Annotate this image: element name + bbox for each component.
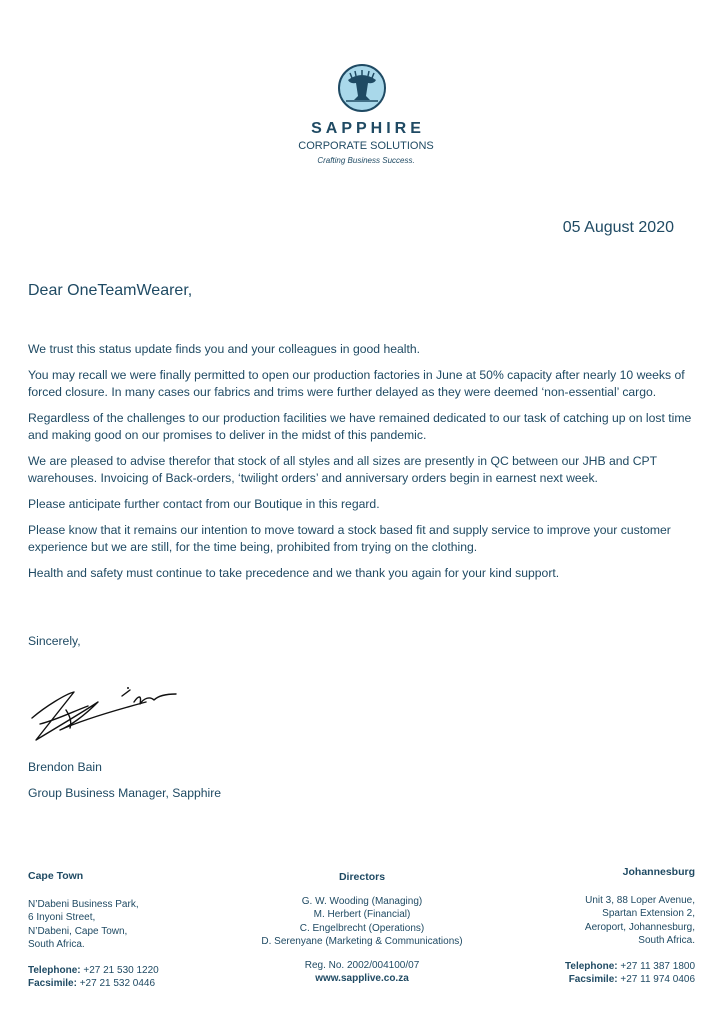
footer-cape-town xyxy=(28,870,159,991)
facsimile-line: Facsimile: +27 11 974 0406 xyxy=(568,974,695,985)
director-name: M. Herbert (Financial) xyxy=(313,909,411,920)
salutation: Dear OneTeamWearer, xyxy=(28,282,193,299)
facsimile-line: Facsimile: +27 21 532 0446 xyxy=(28,978,156,989)
body-paragraph: Regardless of the challenges to our production facilities we have remained dedicated to our task of catching up on lost time and making good on our promises to deliver in the midst of this pandemic. xyxy=(28,411,692,442)
signer-name: Brendon Bain xyxy=(28,760,102,774)
signer-title: Group Business Manager, Sapphire xyxy=(28,786,222,800)
address-line: Spartan Extension 2, xyxy=(602,908,695,919)
body-paragraph: You may recall we were finally permitted to open our production factories in June at 50% capacity after nearly 10 weeks of forced closure. In many cases our fabrics and trims were further delayed as they were deemed ‘non-essential’ cargo. xyxy=(28,368,685,399)
body-paragraph: Health and safety must continue to take precedence and we thank you again for your kind support. xyxy=(28,566,560,580)
director-name: D. Serenyane (Marketing & Communications) xyxy=(261,936,463,947)
address-line: N’Dabeni Business Park, xyxy=(28,898,139,910)
address-line: Aeroport, Johannesburg, xyxy=(584,921,695,933)
footer-heading: Directors xyxy=(338,871,386,883)
footer-heading: Johannesburg xyxy=(622,866,695,878)
handwritten-signature-icon xyxy=(26,680,178,746)
brand-name: SAPPHIRE xyxy=(311,120,425,137)
letter-body xyxy=(28,341,692,591)
brand-subtitle: CORPORATE SOLUTIONS xyxy=(298,140,434,152)
footer-directors xyxy=(236,871,488,986)
address-line: South Africa. xyxy=(28,939,85,950)
address-line: Unit 3, 88 Loper Avenue, xyxy=(585,894,695,906)
body-paragraph: Please know that it remains our intention to move toward a stock based fit and supply service to improve your customer experience but we are still, for the time being, prohibited from trying on the clothing. xyxy=(28,523,671,554)
letter-date: 05 August 2020 xyxy=(562,219,674,236)
brand-tagline: Crafting Business Success. xyxy=(317,156,415,165)
registration-number: Reg. No. 2002/004100/07 xyxy=(304,959,420,971)
website-link[interactable]: www.sapplive.co.za xyxy=(315,973,409,984)
telephone-line: Telephone: +27 21 530 1220 xyxy=(28,964,159,976)
director-name: G. W. Wooding (Managing) xyxy=(301,895,423,907)
footer-johannesburg xyxy=(565,866,695,987)
address-line: 6 Inyoni Street, xyxy=(28,912,96,923)
body-paragraph: Please anticipate further contact from our Boutique in this regard. xyxy=(28,497,380,511)
address-line: South Africa. xyxy=(638,935,695,946)
address-line: N’Dabeni, Cape Town, xyxy=(28,925,128,937)
body-paragraph: We are pleased to advise therefor that stock of all styles and all sizes are presently in QC between our JHB and CPT warehouses. Invoicing of Back-orders, ‘twilight orders’ and anniversary orders begin in earnest next week. xyxy=(28,454,657,485)
footer-heading: Cape Town xyxy=(28,870,84,882)
baobab-tree-logo-icon xyxy=(338,64,386,112)
director-name: C. Engelbrecht (Operations) xyxy=(299,922,425,934)
closing: Sincerely, xyxy=(28,634,81,648)
body-paragraph: We trust this status update finds you and your colleagues in good health. xyxy=(28,342,421,356)
letterhead xyxy=(0,64,724,165)
telephone-line: Telephone: +27 11 387 1800 xyxy=(565,960,695,972)
